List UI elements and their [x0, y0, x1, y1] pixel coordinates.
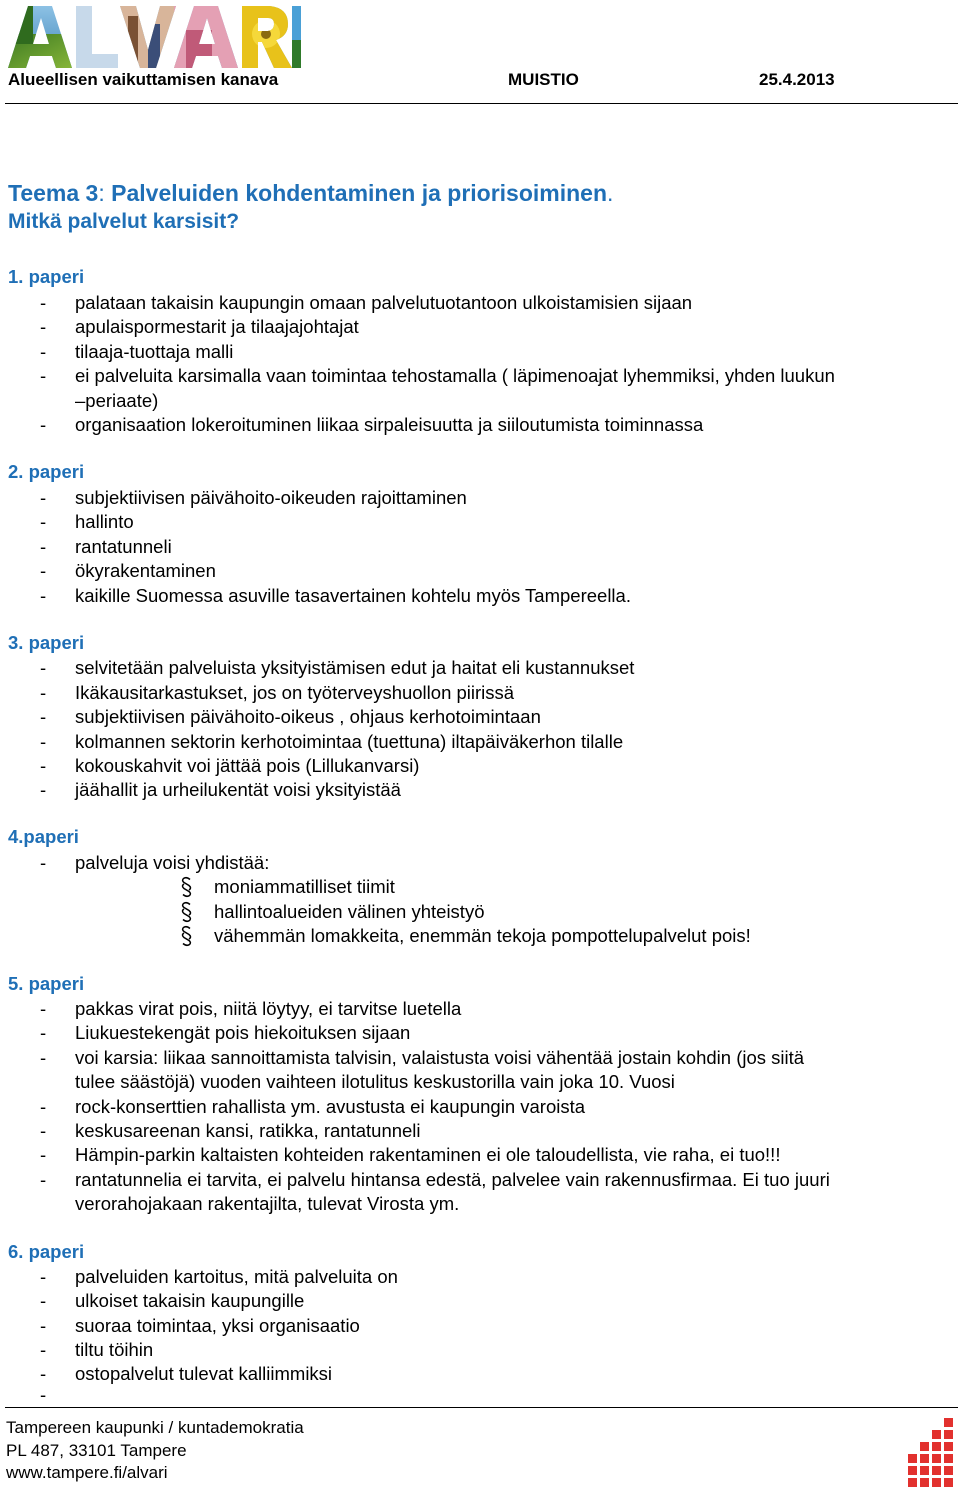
- item-text: hallintoalueiden välinen yhteistyö: [214, 901, 485, 922]
- page-subtitle: Mitkä palvelut karsisit?: [8, 210, 240, 233]
- item-text: moniammatilliset tiimit: [214, 876, 395, 897]
- list-item: [40, 1314, 360, 1338]
- item-text: Liukuestekengät pois hiekoituksen sijaan: [75, 1022, 411, 1043]
- item-text: keskusareenan kansi, ratikka, rantatunneli: [75, 1120, 421, 1141]
- item-text: jäähallit ja urheilukentät voisi yksityistää: [75, 779, 401, 800]
- list-item: [40, 315, 359, 339]
- item-text: subjektiivisen päivähoito-oikeuden rajoittaminen: [75, 487, 467, 508]
- section-heading: 1. paperi: [8, 266, 85, 287]
- title-dot: .: [607, 180, 614, 206]
- dash-marker: -: [40, 1169, 47, 1190]
- footer-organization: Tampereen kaupunki / kuntademokratia: [6, 1418, 304, 1437]
- section-heading: 6. paperi: [8, 1241, 85, 1262]
- list-item: [40, 535, 172, 559]
- section-heading: 4.paperi: [8, 826, 79, 847]
- item-text: Hämpin-parkin kaltaisten kohteiden rakentaminen ei ole taloudellista, vie raha, ei tuo!!!: [75, 1144, 781, 1165]
- list-item-continuation: [75, 389, 158, 413]
- item-text: palataan takaisin kaupungin omaan palvelutuotantoon ulkoistamisien sijaan: [75, 292, 693, 313]
- item-text: Ikäkausitarkastukset, jos on työterveyshuollon piirissä: [75, 682, 515, 703]
- footer-divider: [5, 1407, 958, 1408]
- list-item: [40, 1021, 411, 1045]
- dash-marker: -: [40, 1315, 47, 1336]
- dash-marker: -: [40, 731, 47, 752]
- dash-marker: -: [40, 1120, 47, 1141]
- dash-marker: -: [40, 682, 47, 703]
- item-text: tilaaja-tuottaja malli: [75, 341, 234, 362]
- sub-list-item: [214, 924, 751, 948]
- item-text: ökyrakentaminen: [75, 560, 216, 581]
- list-item: [40, 681, 515, 705]
- dash-marker: -: [40, 1290, 47, 1311]
- list-item: [40, 559, 216, 583]
- item-text: kolmannen sektorin kerhotoimintaa (tuettuna) iltapäiväkerhon tilalle: [75, 731, 624, 752]
- footer-website[interactable]: www.tampere.fi/alvari: [6, 1463, 168, 1482]
- item-text: ulkoiset takaisin kaupungille: [75, 1290, 305, 1311]
- section-sign-bullet-icon: [180, 901, 193, 923]
- dash-marker: -: [40, 292, 47, 313]
- item-text: ostopalvelut tulevat kalliimmiksi: [75, 1363, 333, 1384]
- dash-marker: -: [40, 536, 47, 557]
- dash-marker: -: [40, 365, 47, 386]
- list-item: [40, 1265, 398, 1289]
- dash-marker: -: [40, 414, 47, 435]
- item-text: –periaate): [75, 390, 159, 411]
- list-item: [40, 705, 541, 729]
- dash-marker: -: [40, 755, 47, 776]
- section-sign-bullet-icon: [180, 925, 193, 947]
- dash-marker: -: [40, 341, 47, 362]
- section-heading: 3. paperi: [8, 632, 85, 653]
- item-text: suoraa toimintaa, yksi organisaatio: [75, 1315, 360, 1336]
- item-text: subjektiivisen päivähoito-oikeus , ohjaus kerhotoimintaan: [75, 706, 541, 727]
- dash-marker: -: [40, 706, 47, 727]
- sub-list-item: [214, 875, 395, 899]
- list-item: [40, 1168, 830, 1192]
- list-item: [40, 413, 704, 437]
- list-item: [40, 778, 401, 802]
- list-item: [40, 656, 635, 680]
- list-item: [40, 1362, 333, 1386]
- title-prefix: Teema 3: [8, 180, 99, 206]
- dash-marker: -: [40, 779, 47, 800]
- dash-marker: -: [40, 487, 47, 508]
- title-colon: :: [98, 180, 105, 206]
- list-item: [40, 486, 467, 510]
- footer-address: PL 487, 33101 Tampere: [6, 1441, 187, 1460]
- item-text: kokouskahvit voi jättää pois (Lillukanvarsi): [75, 755, 420, 776]
- dash-marker: -: [40, 1022, 47, 1043]
- list-item: [40, 1119, 421, 1143]
- list-item: [40, 1046, 805, 1070]
- dash-marker: -: [40, 1144, 47, 1165]
- dash-marker: -: [40, 1266, 47, 1287]
- list-item: [40, 364, 835, 388]
- header-doc-type: MUISTIO: [508, 70, 579, 89]
- section-sign-bullet-icon: [180, 876, 193, 898]
- item-text: rock-konserttien rahallista ym. avustusta ei kaupungin varoista: [75, 1096, 586, 1117]
- item-text: tulee säästöjä) vuoden vaihteen ilotulitus keskustorilla vain joka 10. Vuosi: [75, 1071, 675, 1092]
- dash-marker: -: [40, 511, 47, 532]
- item-text: tiltu töihin: [75, 1339, 154, 1360]
- item-text: selvitetään palveluista yksityistämisen edut ja haitat eli kustannukset: [75, 657, 635, 678]
- item-text: rantatunnelia ei tarvita, ei palvelu hintansa edestä, palvelee vain rakennusfirmaa. Ei tuo juuri: [75, 1169, 830, 1190]
- item-text: apulaispormestarit ja tilaajajohtajat: [75, 316, 359, 337]
- list-item: [40, 851, 270, 875]
- tampere-logo-icon: [903, 1418, 957, 1496]
- list-item: [40, 584, 631, 608]
- dash-marker: -: [40, 1363, 47, 1384]
- list-item: [40, 754, 420, 778]
- dash-marker: -: [40, 560, 47, 581]
- list-item: [40, 510, 134, 534]
- alvari-logo: [8, 4, 301, 68]
- dash-marker: -: [40, 852, 47, 873]
- list-item-continuation: [75, 1070, 675, 1094]
- item-text: palveluiden kartoitus, mitä palveluita on: [75, 1266, 398, 1287]
- dash-marker: -: [40, 1096, 47, 1117]
- list-item: [40, 1095, 586, 1119]
- dash-marker: -: [40, 657, 47, 678]
- dash-marker: -: [40, 1339, 47, 1360]
- list-item: [40, 1143, 781, 1167]
- dash-marker: -: [40, 1384, 47, 1405]
- list-item: [40, 997, 462, 1021]
- dash-marker: -: [40, 1047, 47, 1068]
- item-text: palveluja voisi yhdistää:: [75, 852, 270, 873]
- item-text: ei palveluita karsimalla vaan toimintaa tehostamalla ( läpimenoajat lyhemmiksi, yhden luukun: [75, 365, 835, 386]
- item-text: pakkas virat pois, niitä löytyy, ei tarvitse luetella: [75, 998, 462, 1019]
- page-title: [8, 180, 613, 207]
- sub-list-item: [214, 900, 485, 924]
- item-text: rantatunneli: [75, 536, 172, 557]
- item-text: hallinto: [75, 511, 134, 532]
- header-date: 25.4.2013: [759, 70, 835, 89]
- header-organization: Alueellisen vaikuttamisen kanava: [8, 70, 279, 89]
- dash-marker: -: [40, 316, 47, 337]
- list-item: [40, 340, 234, 364]
- section-heading: 5. paperi: [8, 973, 85, 994]
- list-item: [40, 730, 624, 754]
- title-main: Palveluiden kohdentaminen ja priorisoiminen: [104, 180, 608, 206]
- item-text: voi karsia: liikaa sannoittamista talvisin, valaistusta voisi vähentää jostain kohdin (jos siitä: [75, 1047, 805, 1068]
- item-text: organisaation lokeroituminen liikaa sirpaleisuutta ja siiloutumista toiminnassa: [75, 414, 704, 435]
- list-item: [40, 291, 693, 315]
- dash-marker: -: [40, 585, 47, 606]
- item-text: verorahojakaan rakentajilta, tulevat Virosta ym.: [75, 1193, 460, 1214]
- item-text: kaikille Suomessa asuville tasavertainen kohtelu myös Tampereella.: [75, 585, 631, 606]
- header-divider: [5, 103, 958, 104]
- section-heading: 2. paperi: [8, 461, 85, 482]
- item-text: vähemmän lomakkeita, enemmän tekoja pompottelupalvelut pois!: [214, 925, 751, 946]
- list-item: [40, 1289, 305, 1313]
- dash-marker: -: [40, 998, 47, 1019]
- list-item-continuation: [75, 1192, 459, 1216]
- list-item: [40, 1338, 154, 1362]
